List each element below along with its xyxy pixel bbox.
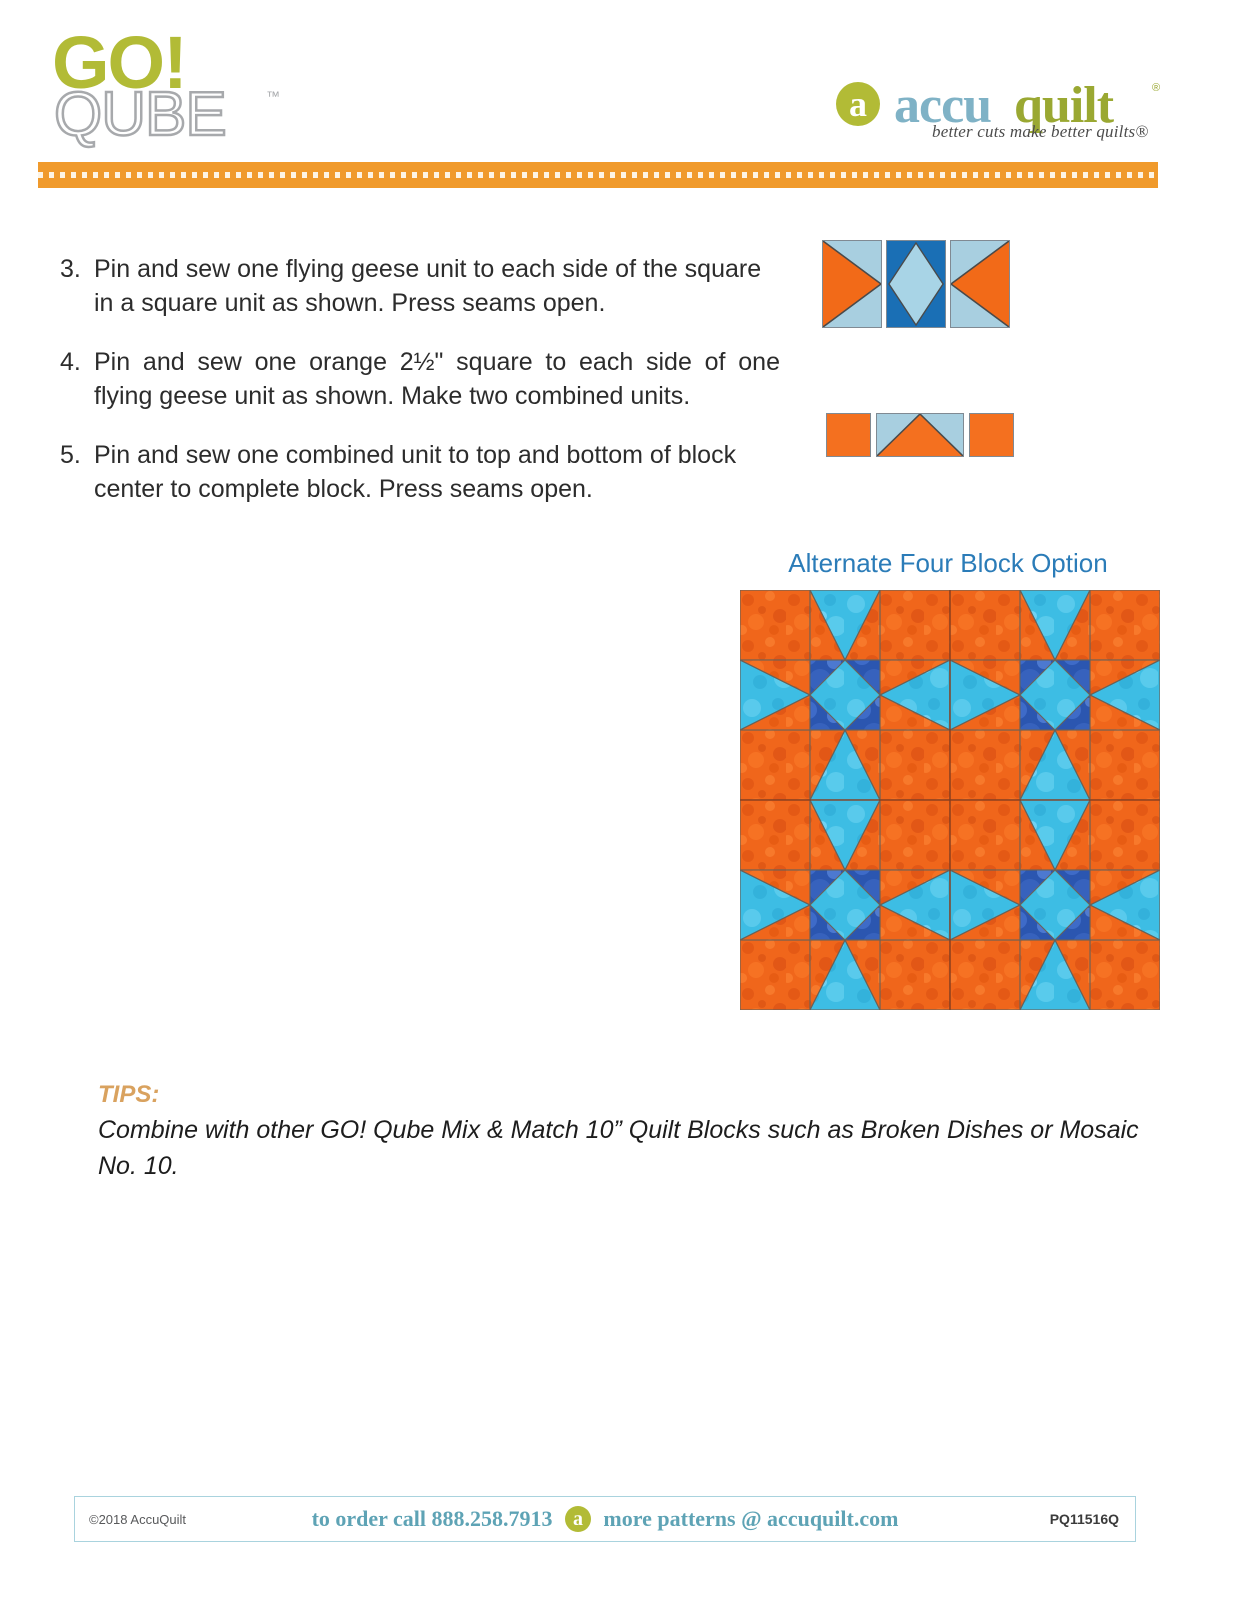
accuquilt-logo-quilt-text: quilt bbox=[1014, 77, 1114, 134]
instruction-step-5 bbox=[60, 438, 780, 506]
at-symbol-icon: a bbox=[565, 1506, 591, 1532]
diagram-block-center-row bbox=[822, 240, 1014, 330]
registered-mark-icon: ® bbox=[1152, 82, 1161, 94]
accuquilt-logo-accu-text: accu bbox=[894, 77, 992, 134]
patch-orange-square-left bbox=[826, 413, 871, 457]
diagram-combined-unit-row bbox=[826, 412, 1014, 458]
patch-square-in-square bbox=[886, 240, 946, 328]
go-qube-logo bbox=[52, 21, 332, 149]
step-text: Pin and sew one flying geese unit to each side of the square in a square unit as shown. Press seams open. bbox=[94, 255, 762, 317]
alternate-four-block-heading: Alternate Four Block Option bbox=[788, 548, 1108, 578]
step-number: 3. bbox=[60, 255, 81, 283]
footer-pattern-code: PQ11516Q bbox=[1049, 1511, 1119, 1527]
page-footer bbox=[74, 1496, 1136, 1542]
accuquilt-logo bbox=[836, 78, 1166, 148]
footer-order-phone: to order call 888.258.7913 bbox=[311, 1506, 553, 1531]
instruction-step-4 bbox=[60, 345, 780, 413]
tips-body-text: Combine with other GO! Qube Mix & Match 10” Quilt Blocks such as Broken Dishes or Mosaic No. 10. bbox=[98, 1116, 1139, 1180]
instruction-step-3 bbox=[60, 252, 780, 320]
orange-divider-bar bbox=[38, 162, 1158, 188]
patch-flying-geese-up bbox=[876, 413, 964, 457]
accuquilt-logo-tagline: better cuts make better quilts® bbox=[932, 122, 1149, 141]
tips-label: TIPS: bbox=[98, 1081, 160, 1108]
patch-flying-geese-left bbox=[822, 240, 882, 328]
instruction-list bbox=[60, 252, 780, 531]
patch-flying-geese-right bbox=[950, 240, 1010, 328]
divider-dotted-line bbox=[38, 172, 1158, 178]
alternate-four-block-quilt-image bbox=[740, 590, 1160, 1010]
trademark-icon: ™ bbox=[266, 88, 280, 104]
footer-copyright: ©2018 AccuQuilt bbox=[89, 1511, 187, 1527]
footer-more-patterns-link[interactable]: more patterns @ accuquilt.com bbox=[603, 1506, 899, 1531]
tips-section bbox=[98, 1078, 1158, 1184]
step-number: 4. bbox=[60, 348, 81, 376]
patch-orange-square-right bbox=[969, 413, 1014, 457]
go-qube-logo-go-text: GO! bbox=[52, 21, 186, 104]
step-text: Pin and sew one combined unit to top and bottom of block center to complete block. Press seams open. bbox=[94, 441, 737, 503]
step-number: 5. bbox=[60, 441, 81, 469]
page-header bbox=[0, 0, 1236, 200]
go-qube-logo-qube-text: QUBE bbox=[54, 80, 226, 149]
footer-center-group bbox=[75, 1506, 1135, 1532]
at-symbol-icon: a bbox=[836, 82, 880, 126]
quilt-diagram bbox=[740, 590, 1160, 1010]
step-text: Pin and sew one orange 2½" square to each side of one flying geese unit as shown. Make two combined units. bbox=[94, 348, 780, 410]
